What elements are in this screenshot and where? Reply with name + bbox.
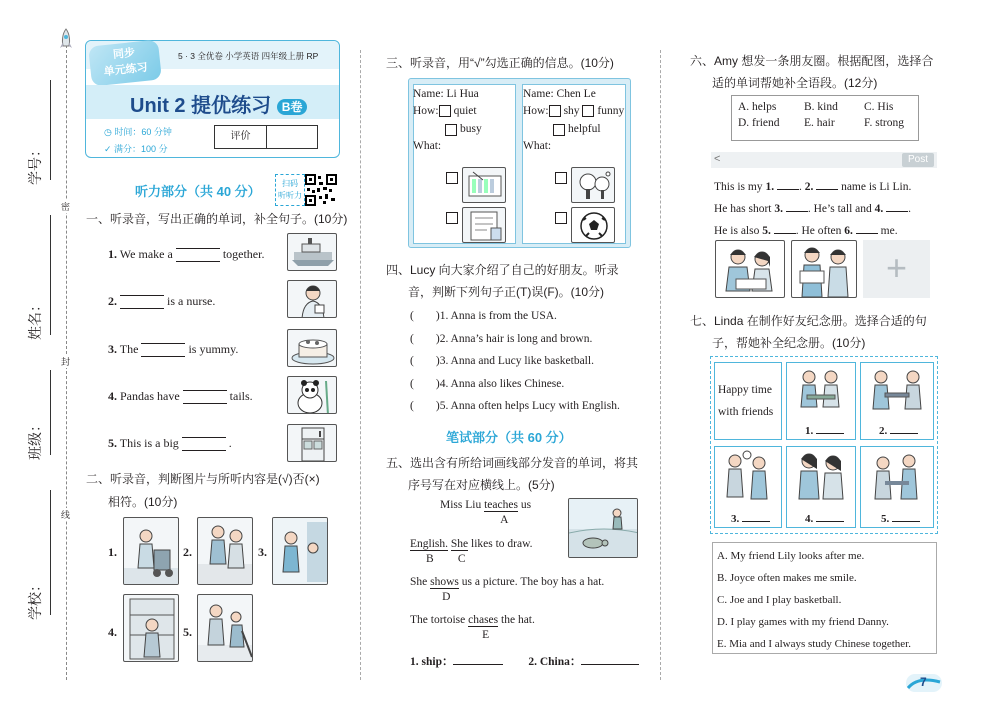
q1-item — [108, 389, 253, 404]
student-id-label: 学号： — [27, 143, 43, 185]
q1-item-after: together. — [222, 247, 265, 261]
rating-field[interactable] — [267, 126, 317, 148]
album-answer[interactable] — [805, 423, 844, 437]
name-label: 姓名： — [27, 298, 43, 340]
q6-title: 六、Amy 想发一条朋友圈。根据配图，选择合 — [690, 54, 934, 68]
q5-word: us — [520, 499, 532, 511]
answer-line[interactable] — [183, 390, 227, 404]
album-number: 5. — [881, 513, 890, 525]
q6-word-bank — [731, 95, 919, 141]
back-icon[interactable]: < — [714, 153, 721, 165]
album-cell — [786, 362, 856, 440]
friends-studying-icon — [787, 363, 855, 419]
album-number: 2. — [879, 425, 888, 437]
blank-number: 5. — [762, 225, 771, 237]
q5-word: The tortoise — [410, 614, 466, 626]
q5-answer-china: 2. China： — [528, 656, 582, 668]
card1-what-label: What: — [413, 139, 442, 152]
q2-number: 4. — [108, 625, 117, 639]
title-kind: 提优练习 — [191, 95, 272, 117]
q2-picture-3 — [272, 517, 328, 585]
checkbox[interactable] — [549, 105, 561, 117]
album-title-line1: Happy time — [718, 384, 772, 396]
q7-title-cont: 子，帮她补全纪念册。(10分) — [712, 336, 866, 350]
album-cell — [714, 446, 782, 528]
q4-item-text: 1. Anna is from the USA. — [439, 310, 557, 322]
q5-word: Miss — [440, 499, 463, 511]
q6-text: . He often — [795, 225, 842, 237]
checkbox[interactable] — [446, 212, 458, 224]
card2-name: Name: Chen Le — [523, 88, 596, 100]
panda-icon — [287, 376, 337, 414]
album-cell — [860, 362, 934, 440]
card2-option-helpful: helpful — [568, 123, 601, 136]
writing-section-title: 笔试部分（共 60 分） — [446, 430, 572, 445]
q5-underlined-word: chases — [468, 614, 499, 626]
album-cell — [786, 446, 856, 528]
seal-mark: 线 — [61, 510, 71, 520]
answer-line[interactable] — [816, 179, 838, 190]
listening-section-title: 听力部分（共 40 分） — [135, 184, 261, 199]
q5-underlined-word: teaches — [484, 499, 518, 511]
q4-title-cont: 音，判断下列句子正(T)误(F)。(10分) — [408, 285, 604, 299]
card1-option-quiet: quiet — [453, 105, 477, 117]
checkbox[interactable] — [439, 105, 451, 117]
q5-underlined-word: English. — [410, 538, 449, 550]
q3-title: 三、听录音，用“√”勾选正确的信息。(10分) — [386, 56, 614, 70]
q6-line — [714, 220, 911, 242]
q5-line4 — [410, 614, 535, 641]
card2-option-shy: shy — [563, 105, 580, 117]
q1-item-before: The — [119, 342, 139, 356]
q1-item-before: We make a — [119, 247, 173, 261]
q4-item-text: 4. Anna also likes Chinese. — [439, 377, 565, 390]
q4-item: ( )3. Anna and Lucy like basketball. — [410, 355, 594, 367]
add-photo-button[interactable]: + — [863, 240, 930, 298]
q2-picture-1 — [123, 517, 179, 585]
album-title-line2: with friends — [718, 406, 774, 418]
album-number: 1. — [805, 425, 814, 437]
word-option: F. strong — [864, 117, 904, 129]
checkbox[interactable] — [555, 212, 567, 224]
friends-basketball-icon — [715, 447, 781, 507]
checkbox[interactable] — [553, 124, 565, 136]
school-label: 学校： — [27, 578, 43, 620]
seal-mark: 封 — [61, 357, 71, 367]
q5-text: us a picture. The boy has a hat. — [461, 576, 605, 588]
seal-mark: 密 — [61, 202, 71, 212]
word-option: E. hair — [804, 117, 835, 129]
qr-caption — [275, 174, 305, 206]
rating-label: 评价 — [215, 126, 267, 148]
answer-line[interactable] — [786, 201, 808, 212]
q6-title-cont: 适的单词帮她补全语段。(12分) — [712, 76, 878, 90]
q1-item-before: This is a big — [119, 436, 179, 450]
q2-picture-5 — [197, 594, 253, 662]
card1-how-label: How: — [413, 105, 439, 117]
q2-picture-4 — [123, 594, 179, 662]
album-answer[interactable] — [805, 511, 844, 525]
album-answer[interactable] — [881, 511, 920, 525]
card2-how-label: How: — [523, 105, 549, 117]
blank-number: 4. — [874, 203, 884, 215]
q1-item-number: 2. — [108, 294, 117, 308]
blank-number: 1. — [765, 181, 775, 193]
album-number: 3. — [731, 513, 740, 525]
q5-answer-ship: 1. ship： — [410, 656, 454, 668]
page-title — [130, 89, 307, 118]
q4-list — [410, 305, 620, 418]
q6-text: name is Li Lin. — [841, 181, 912, 193]
series-badge-line2: 单元练习 — [103, 61, 149, 79]
post-button[interactable]: Post — [902, 153, 934, 167]
q5-label: B — [426, 553, 434, 565]
q3-card1 — [413, 88, 516, 152]
q2-title-cont: 相符。(10分) — [108, 495, 178, 509]
q5-title: 五、选出含有所给词画线部分发音的单词，将其 — [386, 456, 639, 470]
column-divider — [360, 50, 361, 680]
q7-option: B. Joyce often makes me smile. — [717, 572, 857, 584]
moment-photo-1 — [715, 240, 785, 298]
q1-item-after: . — [228, 436, 232, 450]
q7-title: 七、Linda 在制作好友纪念册。选择合适的句 — [690, 314, 927, 328]
q5-line2 — [410, 538, 533, 565]
album-number: 4. — [805, 513, 814, 525]
q7-options — [712, 542, 937, 654]
answer-line[interactable] — [182, 437, 226, 451]
q4-item: ( )4. Anna also likes Chinese. — [410, 377, 565, 390]
album-cell — [860, 446, 934, 528]
blank-number: 2. — [804, 181, 814, 193]
q4-item: ( )1. Anna is from the USA. — [410, 310, 557, 322]
q5-label: E — [482, 629, 490, 641]
q4-item-text: 2. Anna’s hair is long and brown. — [439, 332, 593, 345]
fridge-icon — [287, 424, 337, 462]
friends-ping-pong-icon — [861, 363, 933, 419]
word-option: A. helps — [738, 101, 777, 113]
answer-line[interactable] — [886, 201, 908, 212]
q6-text: This is my — [714, 181, 763, 193]
q1-item — [108, 294, 215, 309]
checkbox[interactable] — [555, 172, 567, 184]
q5-line3 — [410, 576, 605, 603]
q1-item — [108, 342, 238, 357]
answer-line[interactable] — [453, 654, 503, 665]
q2-picture-2 — [197, 517, 253, 585]
book-icon — [462, 207, 506, 243]
qr-code-icon[interactable] — [305, 174, 337, 206]
answer-line[interactable] — [141, 343, 185, 357]
q6-text: . He’s tall and — [807, 203, 872, 215]
card2-option-funny: funny — [597, 105, 625, 117]
moment-photo-2 — [791, 240, 857, 298]
rating-box[interactable] — [214, 125, 318, 149]
q2-number: 1. — [108, 545, 117, 559]
ping-pong-icon — [571, 167, 615, 203]
blank-number: 3. — [774, 203, 783, 215]
q5-word: Liu — [465, 499, 482, 511]
beach-scene-icon — [568, 498, 638, 558]
q6-text: me. — [880, 225, 898, 237]
word-option: D. friend — [738, 117, 780, 129]
q6-text: He has short — [714, 203, 772, 215]
checkbox[interactable] — [582, 105, 594, 117]
word-option: B. kind — [804, 101, 838, 113]
qr-caption-2: 听听力 — [278, 191, 302, 200]
q1-item-after: is yummy. — [188, 342, 239, 356]
q1-item-number: 5. — [108, 436, 117, 450]
time-limit — [104, 125, 172, 138]
q5-text: likes to draw. — [471, 538, 533, 550]
q4-item: ( )5. Anna often helps Lucy with English. — [410, 400, 620, 412]
clock-icon: ◷ — [104, 127, 115, 137]
q1-item-after: tails. — [229, 389, 253, 403]
checkbox[interactable] — [445, 124, 457, 136]
xylophone-icon — [462, 167, 506, 203]
q1-item-after: is a nurse. — [167, 294, 216, 308]
football-icon — [571, 207, 615, 243]
card1-name: Name: Li Hua — [413, 88, 479, 100]
q1-item — [108, 247, 264, 262]
q4-item-text: 3. Anna and Lucy like basketball. — [439, 355, 594, 367]
score-text: 满分：100 分 — [114, 144, 168, 154]
q7-option: E. Mia and I always study Chinese together. — [717, 638, 911, 650]
q6-line: He has short 3. . He’s tall and 4. . — [714, 203, 911, 215]
header-card — [85, 40, 340, 158]
album-answer[interactable] — [879, 423, 918, 437]
q1-title: 一、听录音，写出正确的单词，补全句子。(10分) — [86, 212, 348, 226]
q1-item — [108, 436, 232, 451]
name-line — [50, 215, 51, 335]
q5-line1 — [440, 499, 532, 526]
answer-line[interactable] — [120, 295, 164, 309]
column-divider — [660, 50, 661, 680]
q5-label: A — [500, 514, 509, 526]
friends-caring-icon — [861, 447, 933, 507]
q2-number: 5. — [183, 625, 192, 639]
time-text: 时间：60 分钟 — [114, 127, 172, 137]
q5-label: D — [442, 591, 451, 603]
q2-title: 二、听录音，判断图片与所听内容是(√)否(×) — [86, 472, 320, 486]
q2-number: 2. — [183, 545, 192, 559]
answer-line[interactable] — [581, 654, 639, 665]
class-line — [50, 370, 51, 455]
page-number: 7 — [920, 675, 927, 689]
binding-margin — [0, 0, 80, 719]
q7-option: D. I play games with my friend Danny. — [717, 616, 889, 628]
q2-number: 3. — [258, 545, 267, 559]
q6-passage — [714, 176, 911, 242]
answer-line[interactable] — [777, 179, 799, 190]
q4-item-text: 5. Anna often helps Lucy with English. — [439, 400, 620, 412]
ship-icon — [287, 233, 337, 271]
q4-title: 四、Lucy 向大家介绍了自己的好朋友。听录 — [386, 263, 619, 277]
album-answer[interactable] — [731, 511, 770, 525]
school-line — [50, 490, 51, 615]
student-id-line — [50, 80, 51, 180]
q5-label: C — [457, 553, 466, 565]
q5-title-cont: 序号写在对应横线上。(5分) — [408, 478, 555, 492]
series-badge-line1: 同步 — [112, 46, 136, 62]
page-number-badge — [906, 674, 942, 692]
blank-number: 6. — [844, 225, 853, 237]
word-option: C. His — [864, 101, 894, 113]
title-level-badge: B卷 — [277, 99, 308, 115]
answer-line[interactable] — [856, 223, 878, 234]
nurse-icon — [287, 280, 337, 318]
q5-underlined-word: shows — [430, 576, 459, 588]
full-score — [104, 142, 168, 155]
q5-underlined-word: She — [450, 538, 469, 550]
title-unit: Unit 2 — [130, 95, 186, 117]
q3-card2 — [523, 88, 627, 152]
q1-item-number: 3. — [108, 342, 117, 356]
qr-caption-1: 扫码 — [282, 179, 298, 188]
q5-word: She — [410, 576, 428, 588]
q5-answers — [410, 653, 639, 669]
checkbox[interactable] — [446, 172, 458, 184]
card1-option-busy: busy — [460, 123, 482, 136]
q1-item-before: Pandas have — [120, 389, 180, 403]
friends-laughing-icon — [787, 447, 855, 507]
q4-item: ( )2. Anna’s hair is long and brown. — [410, 332, 593, 345]
answer-line[interactable] — [774, 223, 796, 234]
class-label: 班级： — [27, 418, 43, 460]
q5-text: the hat. — [501, 614, 535, 626]
q6-line: This is my 1. . 2. name is Li Lin. — [714, 181, 912, 193]
answer-line[interactable] — [176, 248, 220, 262]
q6-text: He is also — [714, 225, 760, 237]
check-circle-icon: ✓ — [104, 144, 115, 154]
album-title — [714, 362, 782, 440]
q7-option: C. Joe and I play basketball. — [717, 594, 842, 606]
series-badge — [88, 39, 162, 86]
q1-item-number: 4. — [108, 389, 117, 403]
card2-what-label: What: — [523, 139, 552, 152]
rocket-icon — [58, 28, 74, 54]
series-text: 5 · 3 全优卷 小学英语 四年级上册 RP — [178, 51, 319, 61]
cake-icon — [287, 329, 337, 367]
q7-option: A. My friend Lily looks after me. — [717, 550, 865, 562]
q1-item-number: 1. — [108, 247, 117, 261]
